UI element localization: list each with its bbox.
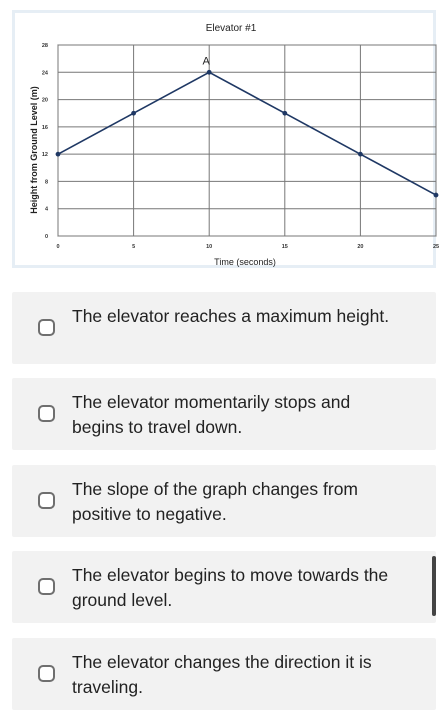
answer-option[interactable]	[12, 465, 436, 537]
data-point	[358, 152, 363, 157]
chart-card	[12, 10, 439, 268]
point-annotation: A	[202, 55, 210, 68]
chart-title: Elevator #1	[205, 23, 257, 34]
checkbox[interactable]	[38, 319, 55, 336]
y-axis-label: Height from Ground Level (m)	[29, 86, 39, 214]
x-axis-label: Time (seconds)	[214, 257, 276, 267]
x-tick-label: 5	[132, 244, 136, 250]
checkbox[interactable]	[38, 665, 55, 682]
answer-option[interactable]	[12, 638, 436, 710]
option-label: The elevator momentarily stops and begins to travel down.	[72, 392, 351, 437]
series-line	[58, 72, 436, 195]
data-point	[282, 111, 287, 116]
answer-option[interactable]	[12, 378, 436, 450]
line-chart	[15, 13, 439, 271]
checkbox[interactable]	[38, 405, 55, 422]
y-tick-label: 0	[44, 234, 48, 240]
checkbox[interactable]	[38, 578, 55, 595]
scrollbar-thumb[interactable]	[432, 556, 436, 616]
plot-frame	[58, 45, 436, 236]
data-point	[131, 111, 136, 116]
x-tick-label: 15	[281, 244, 288, 250]
y-tick-label: 28	[41, 43, 48, 49]
y-tick-label: 4	[44, 206, 48, 213]
checkbox[interactable]	[38, 492, 55, 509]
x-tick-label: 10	[206, 244, 213, 250]
option-label: The elevator begins to move towards the ground level.	[72, 565, 389, 610]
option-label: The elevator changes the direction it is traveling.	[72, 652, 372, 697]
data-point	[207, 70, 212, 75]
y-tick-label: 24	[41, 70, 48, 77]
answer-option[interactable]	[12, 551, 436, 623]
answer-option[interactable]	[12, 292, 436, 364]
x-tick-label: 25	[432, 244, 439, 250]
option-label: The slope of the graph changes from positive to negative.	[72, 479, 359, 524]
y-tick-label: 20	[41, 97, 48, 104]
y-tick-label: 8	[44, 179, 48, 186]
option-label: The elevator reaches a maximum height.	[72, 306, 390, 326]
data-point	[434, 193, 439, 198]
y-tick-label: 16	[41, 124, 48, 131]
y-tick-label: 12	[41, 152, 48, 159]
x-tick-label: 20	[357, 244, 364, 250]
data-point	[56, 152, 61, 157]
x-tick-label: 0	[56, 244, 60, 250]
